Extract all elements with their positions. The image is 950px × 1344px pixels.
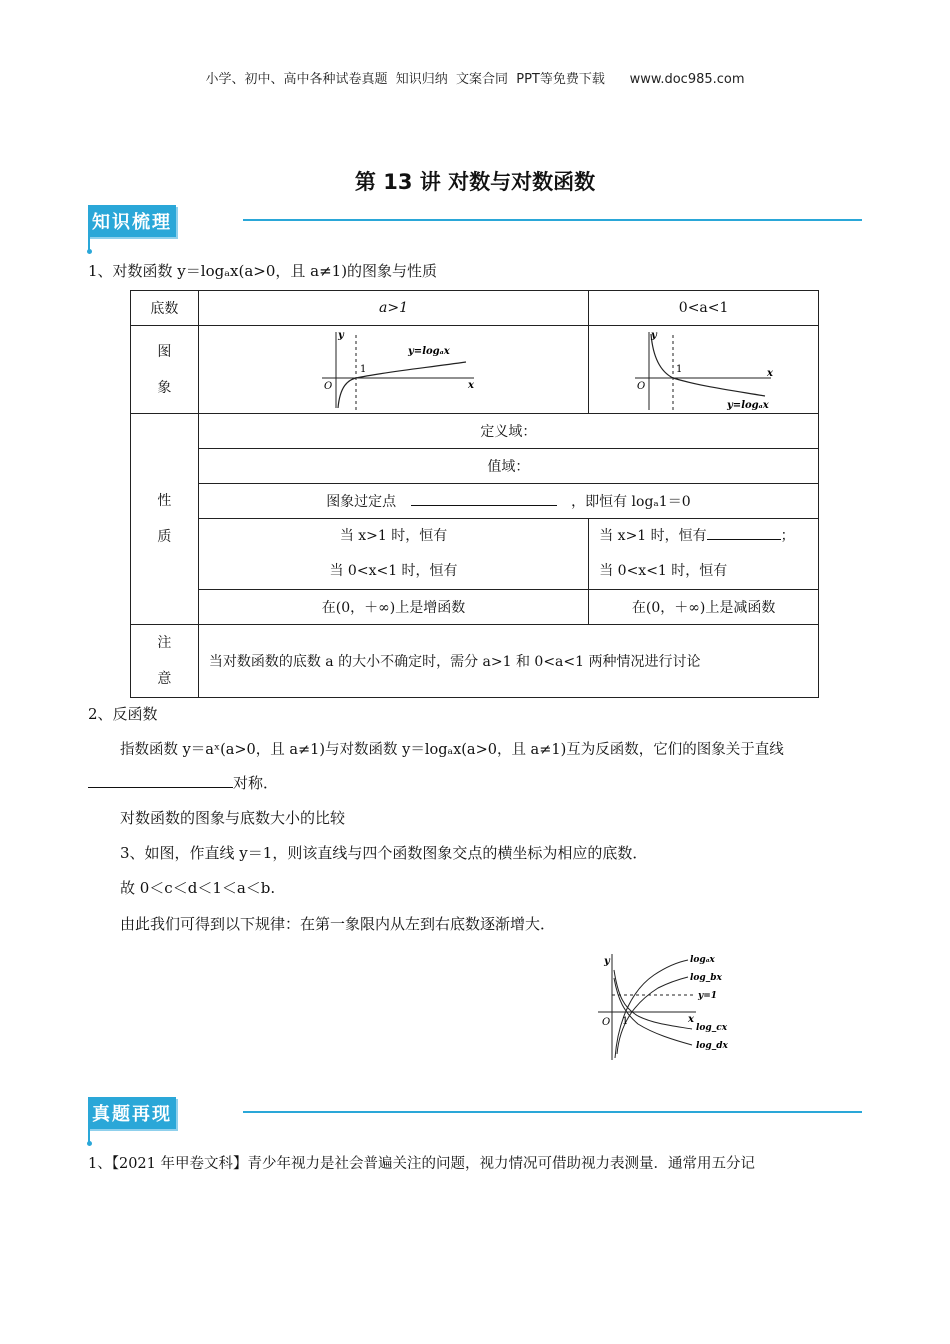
banner-rule-vertical xyxy=(88,1122,90,1142)
origin-label: O xyxy=(636,380,645,392)
banner-rule xyxy=(243,1111,862,1113)
label-log-a: logₐx xyxy=(690,955,715,965)
section-banner-label: 知识梳理 xyxy=(88,205,176,237)
item2-text: 指数函数 y＝aˣ(a>0，且 a≠1)与对数函数 y＝logₐx(a>0，且 a≠1)互为反函数，它们的图象关于直线 xyxy=(120,742,784,758)
label-y-1: y=1 xyxy=(698,991,718,1001)
fixed-point-before: 图象过定点 xyxy=(326,494,397,510)
curve-label: y=logₐx xyxy=(407,345,450,357)
lt1-case2: 当 0<x<1 时，恒有 xyxy=(599,563,728,579)
lt1-case1-line xyxy=(599,519,818,554)
graph-label xyxy=(131,326,199,414)
log-curve-decreasing xyxy=(651,334,765,396)
page-title: 第 13 讲 对数与对数函数 xyxy=(354,170,596,194)
curve-label: y=logₐx xyxy=(726,399,769,411)
graph-label-text: 图象 xyxy=(157,343,172,396)
x-axis-label: x xyxy=(766,367,773,379)
page-header: 小学、初中、高中各种试卷真题 知识归纳 文案合同 PPT等免费下载 www.doc985.com xyxy=(205,72,745,87)
gt1-case1: 当 x>1 时，恒有 xyxy=(339,528,448,544)
increasing-cell: 在(0，＋∞)上是增函数 xyxy=(198,590,588,625)
banner-dot xyxy=(87,249,92,254)
section-banner-knowledge xyxy=(88,205,176,237)
item2-tail-line xyxy=(88,772,278,793)
col-a-gt1: a>1 xyxy=(198,291,588,326)
x-axis-label: x xyxy=(688,1014,694,1025)
range-cell: 值域： xyxy=(198,449,818,484)
y-axis-label: y xyxy=(604,956,610,967)
section-banner-exam xyxy=(88,1097,176,1129)
y-axis-label: y xyxy=(337,329,344,341)
base-label: 底数 xyxy=(131,291,199,326)
compare-heading: 对数函数的图象与底数大小的比较 xyxy=(120,809,346,827)
properties-table xyxy=(130,290,819,698)
decreasing-cell: 在(0，＋∞)上是减函数 xyxy=(589,590,819,625)
curve-log-a xyxy=(615,960,688,1058)
base-comparison-figure xyxy=(592,950,742,1062)
gt1-cases-cell xyxy=(198,519,588,590)
origin-label: O xyxy=(323,380,332,392)
lt1-cases-cell xyxy=(589,519,819,590)
item3-line2: 故 0＜c＜d＜1＜a＜b. xyxy=(120,879,276,897)
graph-a-gt1-cell xyxy=(198,326,588,414)
item1-heading: 1、对数函数 y＝logₐx(a>0，且 a≠1)的图象与性质 xyxy=(88,262,438,280)
note-cell: 当对数函数的底数 a 的大小不确定时，需分 a>1 和 0<a<1 两种情况进行讨论 xyxy=(198,625,818,698)
properties-label xyxy=(131,414,199,625)
banner-rule xyxy=(243,219,862,221)
properties-label-text: 性质 xyxy=(157,493,172,545)
question-1: 1、【2021 年甲卷文科】青少年视力是社会普遍关注的问题，视力情况可借助视力表测量．通常用五分记 xyxy=(88,1156,755,1172)
y-axis-label: y xyxy=(650,329,657,341)
col-a-lt1: 0<a<1 xyxy=(589,291,819,326)
item2-tail: 对称． xyxy=(233,774,279,792)
symmetry-line-blank xyxy=(88,787,233,788)
banner-dot xyxy=(87,1141,92,1146)
domain-cell: 定义域： xyxy=(198,414,818,449)
one-label: 1 xyxy=(359,363,366,375)
x-axis-label: x xyxy=(467,379,474,391)
one-label: 1 xyxy=(622,1016,629,1027)
note-label-text: 注意 xyxy=(157,635,172,687)
lt1-case1-end: ； xyxy=(780,528,795,544)
origin-label: O xyxy=(602,1017,611,1028)
note-label xyxy=(131,625,199,698)
label-log-d: log_dx xyxy=(696,1041,728,1051)
fixed-point-blank xyxy=(411,505,557,506)
fixed-point-after: ，即恒有 logₐ1＝0 xyxy=(571,494,691,510)
banner-rule-vertical xyxy=(88,230,90,250)
graph-a-gt1 xyxy=(304,328,484,412)
item3-line3: 由此我们可得到以下规律：在第一象限内从左到右底数逐渐增大． xyxy=(120,915,556,933)
lt1-case1-blank xyxy=(707,539,781,540)
item2-heading: 2、反函数 xyxy=(88,705,158,723)
graph-a-lt1-cell xyxy=(589,326,819,414)
label-log-c: log_cx xyxy=(696,1023,728,1033)
gt1-case2: 当 0<x<1 时，恒有 xyxy=(329,563,458,579)
log-curve-increasing xyxy=(338,362,466,408)
item3-line1: 3、如图，作直线 y＝1，则该直线与四个函数图象交点的横坐标为相应的底数． xyxy=(120,844,648,862)
one-label: 1 xyxy=(675,363,682,375)
lt1-case1: 当 x>1 时，恒有 xyxy=(599,528,707,544)
section-banner-label: 真题再现 xyxy=(88,1097,176,1129)
fixed-point-cell xyxy=(198,484,818,519)
label-log-b: log_bx xyxy=(690,973,722,983)
graph-a-lt1 xyxy=(629,328,779,412)
